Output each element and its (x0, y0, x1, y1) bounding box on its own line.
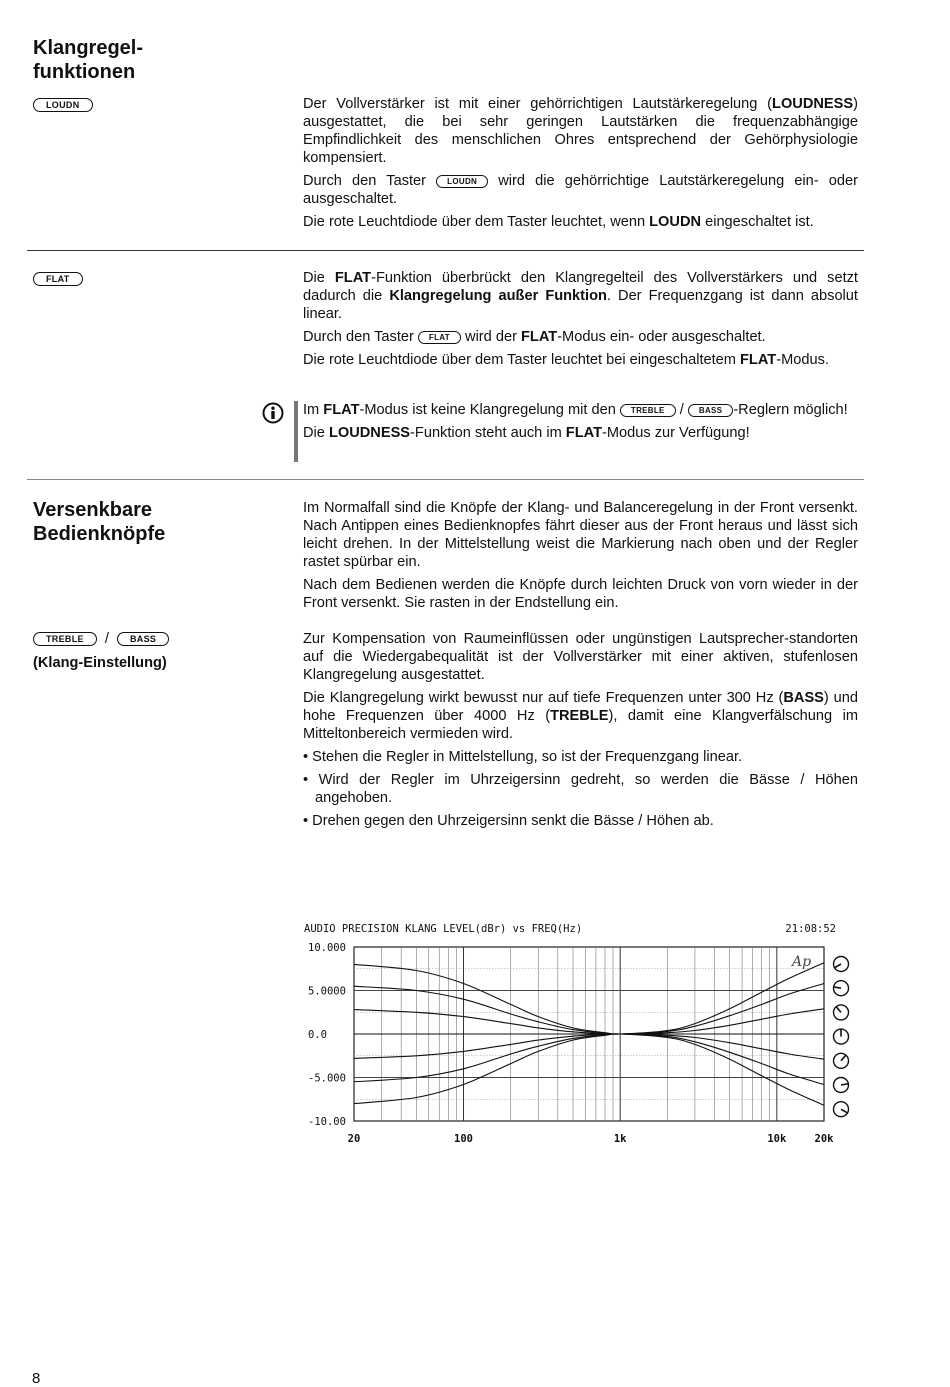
y-tick-label: 10.000 (308, 942, 346, 954)
knobs-paragraph-2: Nach dem Bedienen werden die Knöpfe durch leichten Druck von vorn wieder in der Front versenkt. Sie rasten in der Endstellung ein. (303, 577, 858, 611)
x-tick-label: 10k (767, 1133, 787, 1145)
bass-pill: BASS (117, 632, 169, 646)
loudness-intro-paragraph: Der Vollverstärker ist mit einer gehörrichtigen Lautstärkeregelung (LOUDNESS) ausgestattet, die bei sehr geringen Lautstärken die frequenzabhängige Empfindlichkeit des menschlichen Ohres entsprechend der Gehörphysiologie kompensiert. (303, 96, 858, 166)
x-tick-label: 20 (347, 1133, 361, 1145)
flat-note-line-1: Im FLAT-Modus ist keine Klangregelung mit den TREBLE / BASS -Reglern möglich! (303, 402, 848, 418)
divider (27, 250, 864, 251)
bullet-item: • Drehen gegen den Uhrzeigersinn senkt die Bässe / Höhen ab. (303, 813, 714, 829)
y-tick-label: -10.00 (308, 1116, 346, 1128)
ap-logo: Ap (792, 954, 812, 970)
bold-term: Klangregelung außer Funktion (389, 288, 607, 304)
bold-term: LOUDNESS (772, 96, 854, 112)
bass-pill: BASS (688, 404, 733, 417)
bold-term: TREBLE (550, 708, 609, 724)
heading-klangregelfunktionen: Klangregel- funktionen (33, 37, 144, 83)
bold-term: FLAT (740, 352, 777, 368)
bullet-item: • Stehen die Regler in Mittelstellung, so ist der Frequenzgang linear. (303, 749, 743, 765)
treble-bass-labels (33, 631, 169, 647)
section4-text (303, 630, 858, 835)
tone-paragraph-1: Zur Kompensation von Raumeinflüssen oder ungünstigen Lautsprecher-standorten auf die Wiedergabequalität ist der Vollverstärker mit einer aktiven, stufenlosen Klangregelung ausgestattet. (303, 631, 858, 683)
flat-led-paragraph: Die rote Leuchtdiode über dem Taster leuchtet bei eingeschaltetem FLAT-Modus. (303, 352, 829, 368)
heading-versenkbare-bedienknoepfe: Versenkbare Bedienknöpfe (33, 499, 166, 545)
bullet-item: • Wird der Regler im Uhrzeigersinn gedreht, so werden die Bässe / Höhen angehoben. (303, 772, 858, 806)
flat-pill: FLAT (33, 272, 83, 286)
page-number: 8 (32, 1370, 41, 1387)
series-line-6 (354, 1034, 824, 1105)
knob-position-icon (834, 1053, 849, 1068)
info-icon (262, 402, 284, 424)
x-tick-label: 100 (454, 1133, 473, 1145)
bold-term: LOUDNESS (328, 425, 411, 441)
loudn-toggle-paragraph: Durch den Taster LOUDN wird die gehörrichtige Lautstärkeregelung ein- oder ausgeschaltet. (303, 173, 858, 207)
knob-position-icon (834, 1029, 849, 1044)
loudn-button-label (33, 96, 93, 114)
section2-text (303, 269, 858, 374)
tone-paragraph-2: Die Klangregelung wirkt bewusst nur auf tiefe Frequenzen unter 300 Hz (BASS) und hohe Frequenzen über 4000 Hz (TREBLE), damit eine Klangverfälschung im Mitteltonbereich vermieden wird. (303, 690, 859, 742)
bold-term: BASS (783, 690, 824, 706)
loudn-pill: LOUDN (436, 175, 488, 188)
y-tick-label: 5.0000 (308, 985, 346, 998)
knob-position-icon (834, 1005, 849, 1020)
bold-term: LOUDN (649, 214, 702, 230)
y-tick-label: -5.000 (308, 1072, 346, 1085)
knob-position-icon (834, 981, 849, 996)
section1-text (303, 95, 858, 236)
bold-term: FLAT (323, 402, 360, 418)
series-line-1 (354, 984, 824, 1035)
flat-intro-paragraph: Die FLAT-Funktion überbrückt den Klangregelteil des Vollverstärkers und setzt dadurch die Klangregelung außer Funktion. Der Frequenzgang ist dann absolut linear. (303, 270, 858, 322)
flat-pill: FLAT (418, 331, 461, 344)
chart-time: 21:08:52 (785, 923, 836, 935)
loudn-pill: LOUDN (33, 98, 93, 112)
bold-term: FLAT (334, 270, 372, 286)
series-line-5 (354, 1034, 824, 1085)
section3-text (303, 499, 858, 617)
knobs-paragraph-1: Im Normalfall sind die Knöpfe der Klang- und Balanceregelung in der Front versenkt. Nach Antippen eines Bedienknopfes fährt dieser aus der Front heraus und lässt sich leicht drehen. In der Mittelstellung weist die Markierung nach oben und der Regler rastet spürbar ein. (303, 500, 858, 570)
x-tick-label: 1k (613, 1133, 627, 1145)
series-line-0 (354, 963, 824, 1034)
loudn-led-paragraph: Die rote Leuchtdiode über dem Taster leuchtet, wenn LOUDN eingeschaltet ist. (303, 214, 814, 230)
treble-pill: TREBLE (620, 404, 676, 417)
chart-ticks (308, 942, 834, 1145)
note-bar (294, 401, 298, 462)
bold-term: FLAT (520, 329, 558, 345)
flat-toggle-paragraph: Durch den Taster FLAT wird der FLAT-Modus ein- oder ausgeschaltet. (303, 329, 766, 345)
treble-pill: TREBLE (33, 632, 97, 646)
flat-note (303, 401, 858, 447)
divider (27, 479, 864, 480)
x-tick-label: 20k (814, 1133, 834, 1145)
klang-einstellung-subtitle: (Klang-Einstellung) (33, 655, 167, 671)
y-tick-label: 0.0 (308, 1029, 327, 1041)
knob-position-icon (834, 957, 849, 972)
flat-note-line-2: Die LOUDNESS-Funktion steht auch im FLAT-Modus zur Verfügung! (303, 425, 750, 441)
chart-series (354, 963, 824, 1106)
slash: / (104, 631, 109, 647)
knob-position-icon (834, 1078, 849, 1093)
knob-position-icons (834, 957, 849, 1117)
flat-button-label (33, 270, 83, 288)
frequency-response-chart (296, 916, 866, 1152)
knob-position-icon (834, 1102, 849, 1117)
bold-term: FLAT (565, 425, 602, 441)
chart-title: AUDIO PRECISION KLANG LEVEL(dBr) vs FREQ(Hz) (304, 923, 583, 935)
